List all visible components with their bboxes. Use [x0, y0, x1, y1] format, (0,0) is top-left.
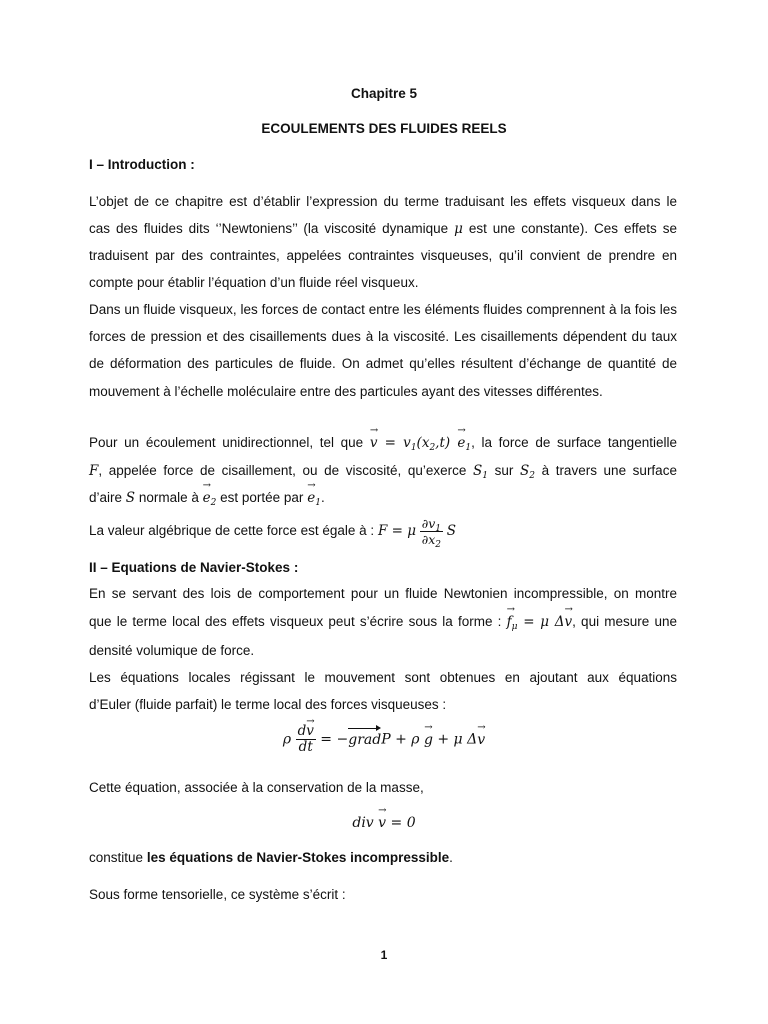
velocity-formula: → $v = v_1(x_2,t) \to e_1$ [370, 435, 471, 451]
ns-line-3: densité volumique de force. [89, 643, 255, 658]
force-value-line: La valeur algébrique de cette force est égale à : F = μ $\frac{\partial v_1}{\partial x_2}$ S [89, 516, 457, 550]
tensor-form-line: Sous forme tensorielle, ce système s’écrit : [89, 887, 346, 902]
intro-line-4: compte pour établir l’équation d’un fluide réel visqueux. [89, 275, 419, 290]
partial-derivative-fraction: $\frac{\partial v_1}{\partial x_2}$ [421, 516, 442, 550]
intro-line-2: cas des fluides dits ‘’Newtoniens’’ (la viscosité dynamique μ est une constante). Ces effets se [89, 221, 677, 237]
ns-line-1: En se servant des lois de comportement pour un fluide Newtonien incompressible, on montre [89, 586, 677, 601]
intro-line-3: traduisent par des contraintes, appelées contraintes visqueuses, qu’il convient de prendre en [89, 248, 677, 263]
chapter-label: Chapitre 5 [350, 86, 418, 101]
flow-line-2: F, appelée force de cisaillement, ou de viscosité, qu’exerce $S_1$ sur $S_2$ à travers une surface [89, 463, 677, 481]
local-equations-line-1: Les équations locales régissant le mouvement sont obtenues en ajoutant aux équations [89, 670, 677, 685]
mu-symbol: μ [454, 221, 463, 237]
page-number: 1 [380, 948, 388, 962]
section-heading-introduction: I – Introduction : [89, 157, 195, 172]
local-equations-line-2: d’Euler (fluide parfait) le terme local des forces visqueuses : [89, 697, 447, 712]
section-heading-navier-stokes: II – Equations de Navier-Stokes : [89, 560, 299, 575]
flow-line-3: d’aire S normale à → $e_2$ est portée par → $e_1$. [89, 490, 677, 506]
divergence-equation: div → v = 0 [0, 815, 768, 831]
constitutes-line: constitue les équations de Navier-Stokes incompressible. [89, 850, 453, 865]
ns-line-2: que le terme local des effets visqueux peut s’écrire sous la forme : → $f_\mu = \mu$ Δ→ v, qui mesure une [89, 614, 677, 630]
navier-stokes-equation: ρ $\frac{d\to v}{dt}$ = −gradP + ρ → g + μ Δ→ v [0, 724, 768, 755]
intro-line-1: L’objet de ce chapitre est d’établir l’expression du terme traduisant les effets visqueux dans le [89, 194, 677, 209]
flow-line-1: Pour un écoulement unidirectionnel, tel que → $v = v_1(x_2,t) \to e_1$, la force de surface tangentielle [89, 435, 677, 451]
chapter-title: ECOULEMENTS DES FLUIDES REELS [261, 121, 507, 136]
viscous-forces-paragraph: Dans un fluide visqueux, les forces de contact entre les éléments fluides comprennent à la fois les forces de pression et des cisaillements dues à la viscosité. Les cisaillements dépendent du taux de déformation des particules de fluide. On admet qu’elles résultent d’échange de quantité de mouvement à l’échelle moléculaire entre des particules ayant des vitesses différentes. [89, 302, 677, 399]
mass-conservation-text: Cette équation, associée à la conservation de la masse, [89, 780, 424, 795]
